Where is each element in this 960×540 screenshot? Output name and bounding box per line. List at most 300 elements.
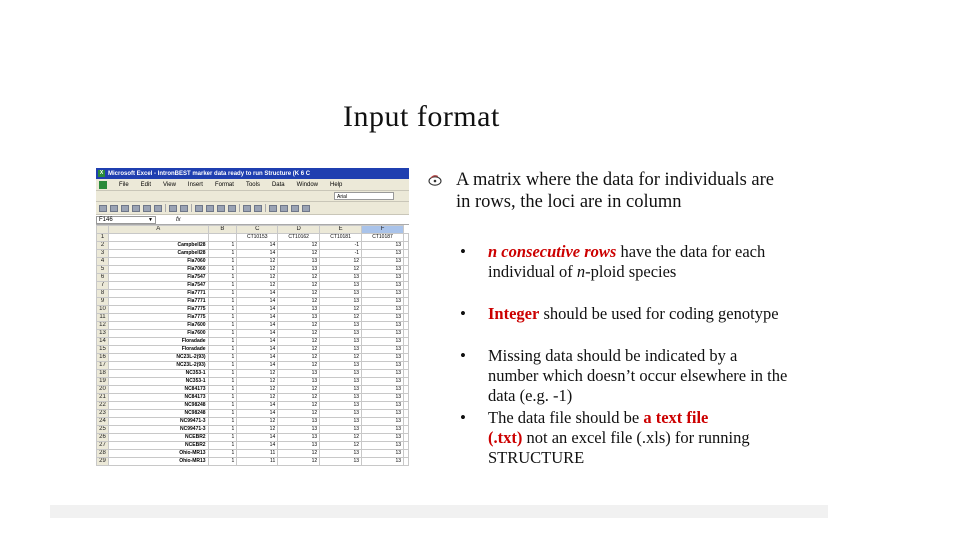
- table-cell[interactable]: 14: [237, 338, 278, 346]
- table-cell[interactable]: 12: [237, 394, 278, 402]
- row-number[interactable]: 10: [97, 306, 109, 314]
- table-cell[interactable]: 12: [237, 274, 278, 282]
- table-cell[interactable]: [404, 434, 409, 442]
- print-preview-icon[interactable]: [154, 205, 162, 212]
- table-cell[interactable]: 12: [278, 338, 320, 346]
- table-cell[interactable]: [404, 274, 409, 282]
- table-row: [97, 290, 409, 298]
- table-cell[interactable]: 1: [208, 410, 237, 418]
- chart-wizard-icon[interactable]: [302, 205, 310, 212]
- text-italic-n: n: [576, 262, 586, 281]
- table-cell[interactable]: [404, 322, 409, 330]
- select-all-corner[interactable]: [97, 226, 109, 234]
- table-cell[interactable]: 13: [278, 370, 320, 378]
- table-cell[interactable]: 12: [320, 434, 362, 442]
- table-cell[interactable]: 1: [208, 290, 237, 298]
- table-cell[interactable]: 13: [278, 418, 320, 426]
- table-cell[interactable]: 12: [278, 402, 320, 410]
- table-cell[interactable]: [404, 298, 409, 306]
- font-name-box[interactable]: Arial: [334, 192, 394, 200]
- undo-icon[interactable]: [243, 205, 251, 212]
- table-cell[interactable]: 1: [208, 386, 237, 394]
- table-cell[interactable]: 14: [237, 322, 278, 330]
- table-row: [97, 362, 409, 370]
- table-cell[interactable]: 14: [237, 314, 278, 322]
- table-cell[interactable]: 14: [237, 442, 278, 450]
- table-cell[interactable]: [404, 354, 409, 362]
- table-cell[interactable]: 1: [208, 250, 237, 258]
- menu-insert[interactable]: Insert: [187, 181, 203, 188]
- table-cell[interactable]: 13: [278, 306, 320, 314]
- menu-tools[interactable]: Tools: [245, 181, 260, 188]
- name-box-value: F146: [99, 216, 113, 223]
- row-number[interactable]: 7: [97, 282, 109, 290]
- table-cell[interactable]: 13: [362, 322, 404, 330]
- row-number[interactable]: 17: [97, 362, 109, 370]
- menu-view[interactable]: View: [163, 181, 176, 188]
- table-cell[interactable]: 12: [320, 314, 362, 322]
- table-cell[interactable]: 13: [362, 290, 404, 298]
- table-cell[interactable]: 13: [320, 386, 362, 394]
- text-segment: not an excel file (.xls) for running STRUCTURE: [488, 428, 750, 467]
- table-cell[interactable]: [404, 234, 409, 242]
- new-icon[interactable]: [99, 205, 107, 212]
- table-cell[interactable]: NC353-1: [108, 370, 208, 378]
- table-cell[interactable]: 12: [320, 258, 362, 266]
- table-cell[interactable]: Ohio-MR13: [108, 458, 208, 466]
- table-cell[interactable]: Fla7600: [108, 322, 208, 330]
- table-cell[interactable]: NC353-1: [108, 378, 208, 386]
- table-cell[interactable]: NC84173: [108, 386, 208, 394]
- table-row: [97, 402, 409, 410]
- table-cell[interactable]: 1: [208, 274, 237, 282]
- row-number[interactable]: 11: [97, 314, 109, 322]
- name-box[interactable]: [96, 216, 156, 224]
- table-cell[interactable]: 12: [320, 354, 362, 362]
- table-cell[interactable]: 13: [362, 274, 404, 282]
- table-cell[interactable]: 13: [278, 258, 320, 266]
- row-number[interactable]: 25: [97, 426, 109, 434]
- table-cell[interactable]: 14: [237, 402, 278, 410]
- table-cell[interactable]: [404, 394, 409, 402]
- table-cell[interactable]: Fla7775: [108, 314, 208, 322]
- row-number[interactable]: 22: [97, 402, 109, 410]
- open-icon[interactable]: [110, 205, 118, 212]
- column-header-b[interactable]: B: [208, 226, 237, 234]
- table-cell[interactable]: 1: [208, 298, 237, 306]
- table-cell[interactable]: 13: [362, 346, 404, 354]
- table-cell[interactable]: 13: [362, 338, 404, 346]
- table-cell[interactable]: Ohio-MR13: [108, 450, 208, 458]
- table-cell[interactable]: 12: [278, 298, 320, 306]
- toolbar-separator: [165, 204, 166, 212]
- table-cell[interactable]: 13: [362, 402, 404, 410]
- table-cell[interactable]: 14: [237, 306, 278, 314]
- table-cell[interactable]: -1: [320, 242, 362, 250]
- table-cell[interactable]: 12: [237, 378, 278, 386]
- menu-data[interactable]: Data: [271, 181, 285, 188]
- table-cell[interactable]: 1: [208, 322, 237, 330]
- table-cell[interactable]: 1: [208, 346, 237, 354]
- row-number[interactable]: 28: [97, 450, 109, 458]
- table-cell[interactable]: 13: [320, 410, 362, 418]
- table-cell[interactable]: 1: [208, 282, 237, 290]
- table-cell[interactable]: 14: [237, 410, 278, 418]
- table-cell[interactable]: 13: [320, 450, 362, 458]
- row-number[interactable]: 8: [97, 290, 109, 298]
- table-cell[interactable]: 13: [320, 346, 362, 354]
- permission-icon[interactable]: [132, 205, 140, 212]
- table-cell[interactable]: 13: [362, 378, 404, 386]
- row-number[interactable]: 21: [97, 394, 109, 402]
- table-cell[interactable]: 1: [208, 362, 237, 370]
- table-cell[interactable]: 13: [362, 434, 404, 442]
- row-number[interactable]: 6: [97, 274, 109, 282]
- table-cell[interactable]: CT10153: [237, 234, 278, 242]
- table-cell[interactable]: [404, 306, 409, 314]
- table-cell[interactable]: 12: [320, 442, 362, 450]
- fx-icon[interactable]: fx: [176, 216, 181, 223]
- table-cell[interactable]: 1: [208, 450, 237, 458]
- table-cell[interactable]: NC84173: [108, 394, 208, 402]
- table-cell[interactable]: 14: [237, 298, 278, 306]
- table-cell[interactable]: Fla7771: [108, 290, 208, 298]
- table-cell[interactable]: 1: [208, 338, 237, 346]
- table-cell[interactable]: 1: [208, 354, 237, 362]
- table-cell[interactable]: Floradade: [108, 346, 208, 354]
- row-number[interactable]: 12: [97, 322, 109, 330]
- standard-toolbar: [96, 202, 409, 215]
- table-cell[interactable]: Fla7771: [108, 298, 208, 306]
- row-number[interactable]: 15: [97, 346, 109, 354]
- table-cell[interactable]: 13: [362, 410, 404, 418]
- table-cell[interactable]: Fla7775: [108, 306, 208, 314]
- table-cell[interactable]: NC99471-3: [108, 426, 208, 434]
- table-cell[interactable]: 13: [320, 370, 362, 378]
- table-cell[interactable]: 13: [320, 426, 362, 434]
- table-cell[interactable]: 1: [208, 370, 237, 378]
- slide-title: Input format: [343, 100, 500, 133]
- table-cell[interactable]: 12: [278, 386, 320, 394]
- table-cell[interactable]: Fla7060: [108, 258, 208, 266]
- table-cell[interactable]: 13: [320, 298, 362, 306]
- table-cell[interactable]: 13: [320, 282, 362, 290]
- font-toolbar: [96, 191, 409, 202]
- table-cell[interactable]: 1: [208, 458, 237, 466]
- row-number[interactable]: 4: [97, 258, 109, 266]
- table-cell[interactable]: 13: [362, 298, 404, 306]
- save-icon[interactable]: [121, 205, 129, 212]
- table-cell[interactable]: CT10187: [362, 234, 404, 242]
- table-cell[interactable]: 1: [208, 378, 237, 386]
- table-row: [97, 442, 409, 450]
- table-cell[interactable]: Fla7547: [108, 282, 208, 290]
- row-number[interactable]: 16: [97, 354, 109, 362]
- table-cell[interactable]: CT10162: [278, 234, 320, 242]
- table-cell[interactable]: 14: [237, 354, 278, 362]
- table-cell[interactable]: NC23L-2(93): [108, 362, 208, 370]
- row-number[interactable]: 19: [97, 378, 109, 386]
- table-cell[interactable]: 12: [278, 290, 320, 298]
- table-cell[interactable]: 13: [362, 314, 404, 322]
- menu-edit[interactable]: Edit: [140, 181, 152, 188]
- table-row: [97, 394, 409, 402]
- table-cell[interactable]: 13: [320, 322, 362, 330]
- table-cell[interactable]: [404, 426, 409, 434]
- table-cell[interactable]: 13: [362, 386, 404, 394]
- table-cell[interactable]: 12: [237, 282, 278, 290]
- table-cell[interactable]: 13: [362, 306, 404, 314]
- table-cell[interactable]: 13: [362, 330, 404, 338]
- spelling-icon[interactable]: [169, 205, 177, 212]
- row-number[interactable]: 5: [97, 266, 109, 274]
- table-cell[interactable]: 14: [237, 290, 278, 298]
- row-number[interactable]: 3: [97, 250, 109, 258]
- table-cell[interactable]: 14: [237, 330, 278, 338]
- table-cell[interactable]: 1: [208, 426, 237, 434]
- table-cell[interactable]: 14: [237, 346, 278, 354]
- table-cell[interactable]: 13: [278, 314, 320, 322]
- row-number[interactable]: 27: [97, 442, 109, 450]
- table-cell[interactable]: 13: [362, 242, 404, 250]
- table-cell[interactable]: 13: [362, 266, 404, 274]
- footer-band: [50, 505, 828, 518]
- sub-bullet-integer: [460, 304, 790, 324]
- table-cell[interactable]: 12: [237, 426, 278, 434]
- table-cell[interactable]: 12: [237, 370, 278, 378]
- table-cell[interactable]: 13: [278, 266, 320, 274]
- table-cell[interactable]: [404, 362, 409, 370]
- print-icon[interactable]: [143, 205, 151, 212]
- table-cell[interactable]: [404, 346, 409, 354]
- table-cell[interactable]: 1: [208, 314, 237, 322]
- copy-icon[interactable]: [206, 205, 214, 212]
- table-cell[interactable]: NC23L-2(93): [108, 354, 208, 362]
- table-cell[interactable]: 13: [278, 426, 320, 434]
- table-cell[interactable]: NC99471-3: [108, 418, 208, 426]
- table-cell[interactable]: 12: [237, 258, 278, 266]
- row-number[interactable]: 26: [97, 434, 109, 442]
- table-cell[interactable]: 1: [208, 402, 237, 410]
- table-cell[interactable]: 12: [320, 306, 362, 314]
- table-cell[interactable]: Campbell28: [108, 242, 208, 250]
- bullet-dot: •: [460, 304, 466, 323]
- workbook-icon[interactable]: [99, 181, 107, 189]
- table-cell[interactable]: 14: [237, 250, 278, 258]
- main-bullet: [428, 170, 788, 213]
- row-number[interactable]: 29: [97, 458, 109, 466]
- text-segment: The data file should be: [488, 408, 644, 427]
- table-cell[interactable]: [404, 450, 409, 458]
- table-cell[interactable]: [404, 442, 409, 450]
- table-cell[interactable]: 12: [237, 266, 278, 274]
- table-cell[interactable]: 12: [278, 410, 320, 418]
- table-cell[interactable]: 13: [320, 418, 362, 426]
- row-number[interactable]: 18: [97, 370, 109, 378]
- table-cell[interactable]: [404, 266, 409, 274]
- hyperlink-icon[interactable]: [269, 205, 277, 212]
- table-cell[interactable]: [404, 258, 409, 266]
- redo-icon[interactable]: [254, 205, 262, 212]
- table-cell[interactable]: 13: [278, 378, 320, 386]
- table-cell[interactable]: [404, 250, 409, 258]
- table-cell[interactable]: 12: [278, 362, 320, 370]
- table-cell[interactable]: 1: [208, 266, 237, 274]
- column-header-a[interactable]: A: [108, 226, 208, 234]
- table-cell[interactable]: 14: [237, 242, 278, 250]
- bullet-hand-icon: [428, 174, 442, 186]
- table-cell[interactable]: NCEBR2: [108, 442, 208, 450]
- table-row: [97, 306, 409, 314]
- table-cell[interactable]: [404, 378, 409, 386]
- table-cell[interactable]: 13: [320, 338, 362, 346]
- table-cell[interactable]: [208, 234, 237, 242]
- table-cell[interactable]: -1: [320, 250, 362, 258]
- table-cell[interactable]: Campbell28: [108, 250, 208, 258]
- table-cell[interactable]: 12: [278, 458, 320, 466]
- row-number[interactable]: 13: [97, 330, 109, 338]
- table-row: [97, 250, 409, 258]
- table-cell[interactable]: [404, 402, 409, 410]
- table-cell[interactable]: [404, 338, 409, 346]
- chevron-down-icon[interactable]: ▼: [148, 216, 153, 223]
- cut-icon[interactable]: [195, 205, 203, 212]
- column-header-f[interactable]: F: [362, 226, 404, 234]
- table-row: [97, 266, 409, 274]
- text-segment: should be used for coding genotype: [539, 304, 779, 323]
- table-cell[interactable]: Fla7547: [108, 274, 208, 282]
- table-cell[interactable]: [404, 330, 409, 338]
- table-cell[interactable]: [404, 418, 409, 426]
- table-cell[interactable]: 13: [362, 418, 404, 426]
- table-cell[interactable]: [108, 234, 208, 242]
- table-cell[interactable]: 12: [278, 242, 320, 250]
- table-cell[interactable]: 1: [208, 242, 237, 250]
- table-cell[interactable]: 12: [237, 386, 278, 394]
- autosum-icon[interactable]: [280, 205, 288, 212]
- column-header-c[interactable]: C: [237, 226, 278, 234]
- format-painter-icon[interactable]: [228, 205, 236, 212]
- table-cell[interactable]: 1: [208, 434, 237, 442]
- row-number[interactable]: 24: [97, 418, 109, 426]
- table-cell[interactable]: 1: [208, 442, 237, 450]
- table-cell[interactable]: 12: [278, 450, 320, 458]
- table-cell[interactable]: 13: [362, 362, 404, 370]
- table-cell[interactable]: [404, 458, 409, 466]
- table-cell[interactable]: CT10181: [320, 234, 362, 242]
- table-cell[interactable]: 13: [320, 290, 362, 298]
- table-cell[interactable]: 13: [362, 354, 404, 362]
- table-cell[interactable]: 13: [320, 274, 362, 282]
- table-cell[interactable]: [404, 282, 409, 290]
- table-cell[interactable]: 13: [362, 394, 404, 402]
- column-header-e[interactable]: E: [320, 226, 362, 234]
- table-cell[interactable]: 12: [278, 250, 320, 258]
- table-cell[interactable]: 12: [278, 322, 320, 330]
- row-number[interactable]: 2: [97, 242, 109, 250]
- table-cell[interactable]: 13: [362, 282, 404, 290]
- table-cell[interactable]: NC98248: [108, 410, 208, 418]
- table-cell[interactable]: 13: [320, 330, 362, 338]
- bullet-dot: •: [460, 346, 466, 365]
- table-cell[interactable]: [404, 242, 409, 250]
- table-cell[interactable]: Fla7600: [108, 330, 208, 338]
- table-cell[interactable]: 13: [320, 402, 362, 410]
- table-cell[interactable]: 13: [278, 442, 320, 450]
- column-header-d[interactable]: D: [278, 226, 320, 234]
- table-cell[interactable]: 1: [208, 394, 237, 402]
- table-cell[interactable]: [404, 410, 409, 418]
- table-cell[interactable]: 14: [237, 362, 278, 370]
- table-cell[interactable]: [404, 370, 409, 378]
- row-number[interactable]: 9: [97, 298, 109, 306]
- table-cell[interactable]: 11: [237, 458, 278, 466]
- table-cell[interactable]: NCEBR2: [108, 434, 208, 442]
- sort-ascending-icon[interactable]: [291, 205, 299, 212]
- table-cell[interactable]: [404, 314, 409, 322]
- table-cell[interactable]: 12: [237, 418, 278, 426]
- table-cell[interactable]: 12: [278, 330, 320, 338]
- research-icon[interactable]: [180, 205, 188, 212]
- table-cell[interactable]: Fla7060: [108, 266, 208, 274]
- table-cell[interactable]: 13: [320, 458, 362, 466]
- main-bullet-text: A matrix where the data for individuals are in rows, the loci are in column: [456, 170, 774, 212]
- spreadsheet-grid[interactable]: [96, 225, 409, 466]
- row-number[interactable]: 23: [97, 410, 109, 418]
- menu-help[interactable]: Help: [330, 181, 343, 188]
- table-cell[interactable]: 13: [362, 250, 404, 258]
- table-cell[interactable]: 12: [278, 354, 320, 362]
- table-cell[interactable]: Floradade: [108, 338, 208, 346]
- menu-window[interactable]: Window: [296, 181, 318, 188]
- table-cell[interactable]: 13: [320, 362, 362, 370]
- table-cell[interactable]: 12: [278, 394, 320, 402]
- table-cell[interactable]: 1: [208, 330, 237, 338]
- table-cell[interactable]: 14: [237, 434, 278, 442]
- table-cell[interactable]: 13: [278, 434, 320, 442]
- table-cell[interactable]: 11: [237, 450, 278, 458]
- table-cell[interactable]: 13: [320, 378, 362, 386]
- table-cell[interactable]: 13: [362, 370, 404, 378]
- spreadsheet-rows: [97, 234, 409, 466]
- table-cell[interactable]: 1: [208, 258, 237, 266]
- table-cell[interactable]: 1: [208, 306, 237, 314]
- row-number[interactable]: 14: [97, 338, 109, 346]
- table-cell[interactable]: 12: [278, 274, 320, 282]
- table-cell[interactable]: 12: [278, 346, 320, 354]
- table-cell[interactable]: 13: [362, 458, 404, 466]
- sub-bullet-missing-data: [460, 346, 790, 406]
- table-cell[interactable]: 12: [320, 266, 362, 274]
- menu-file[interactable]: File: [119, 181, 129, 188]
- table-cell[interactable]: NC98248: [108, 402, 208, 410]
- row-number[interactable]: 1: [97, 234, 109, 242]
- table-cell[interactable]: 12: [278, 282, 320, 290]
- row-number[interactable]: 20: [97, 386, 109, 394]
- table-row: [97, 274, 409, 282]
- table-cell[interactable]: 13: [362, 442, 404, 450]
- table-cell[interactable]: 13: [362, 258, 404, 266]
- table-cell[interactable]: 13: [362, 450, 404, 458]
- table-cell[interactable]: 13: [362, 426, 404, 434]
- menu-format[interactable]: Format: [214, 181, 234, 188]
- sub-bullet-consecutive-rows: [460, 242, 790, 282]
- table-cell[interactable]: 1: [208, 418, 237, 426]
- paste-icon[interactable]: [217, 205, 225, 212]
- table-cell[interactable]: [404, 386, 409, 394]
- table-cell[interactable]: [404, 290, 409, 298]
- table-cell[interactable]: 13: [320, 394, 362, 402]
